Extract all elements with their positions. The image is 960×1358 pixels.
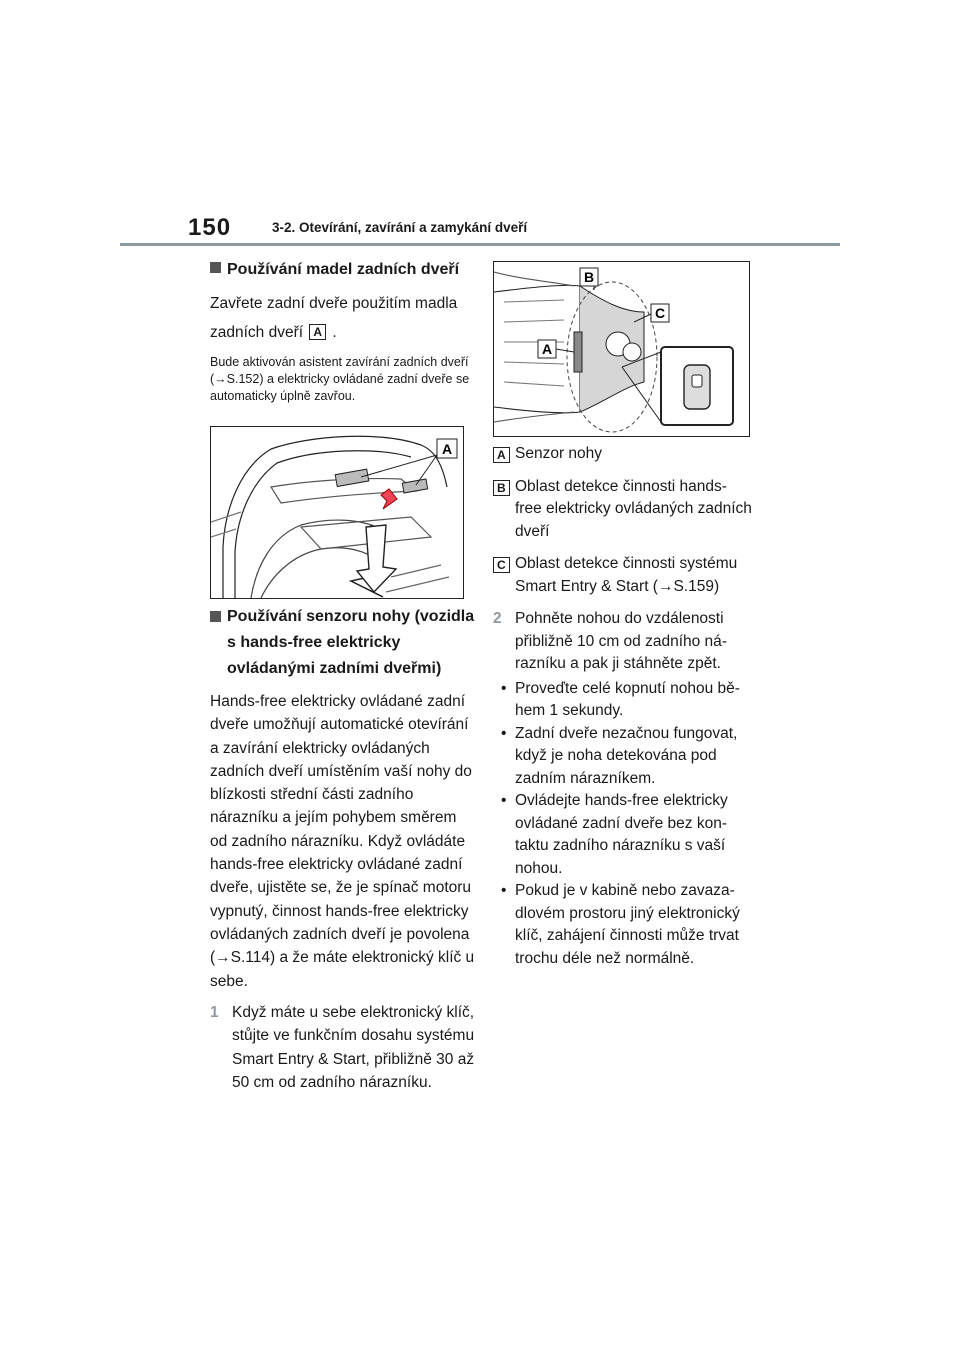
foot-sensor-figure <box>493 261 750 437</box>
handles-note: Bude aktivován asistent zavírání zadních dveří (→S.152) a elektricky ovládané zadní dveře se automaticky úplně zavřou. <box>210 355 470 403</box>
page-number: 150 <box>188 214 232 241</box>
left-column-top <box>210 257 472 405</box>
chapter-title: 3-2. Otevírání, zavírání a zamykání dveří <box>272 220 528 235</box>
list-item: • Pokud je v kabině nebo zavazadlovém prostoru jiný elektronický klíč, zahájení činnosti může trvat trochu déle než normálně. <box>501 882 740 967</box>
right-column-text <box>493 443 753 970</box>
legend-item-a: A Senzor nohy <box>493 443 753 466</box>
left-column-bottom <box>210 604 475 1095</box>
step-1: 1 Když máte u sebe elektronický klíč, stůjte ve funkčním dosahu systému Smart Entry & Start, přibližně 30 až 50 cm od zadního nárazníku. <box>210 1003 475 1092</box>
detection-area-illustration <box>494 262 749 436</box>
figure2-label-a: A <box>541 341 553 357</box>
list-item: • Ovládejte hands-free elektricky ovládané zadní dveře bez kontaktu zadního nárazníku s vaší nohou. <box>501 792 728 877</box>
label-badge-a: A <box>309 324 326 340</box>
tailgate-illustration <box>211 427 463 598</box>
handles-instruction: Zavřete zadní dveře použitím madla zadních dveří A . <box>210 295 458 341</box>
step-2: 2 Pohněte nohou do vzdálenosti přibližně 10 cm od zadního nárazníku a pak ji stáhněte zpět. <box>493 610 727 672</box>
handle-left-icon <box>335 469 369 486</box>
figure1-label-a: A <box>441 441 453 457</box>
figure2-label-c: C <box>654 305 666 321</box>
handle-right-icon <box>402 479 427 493</box>
tailgate-figure <box>210 426 464 599</box>
legend-item-b: B Oblast detekce činnosti hands-free elektricky ovládaných zadních dveří <box>493 476 753 544</box>
foot-sensor-icon <box>574 332 582 372</box>
header-rule <box>120 243 840 246</box>
square-bullet-icon <box>210 611 221 622</box>
section-heading-foot-sensor: Používání senzoru nohy (vozidla s hands-free elektricky ovládanými zadními dveřmi) <box>210 604 475 682</box>
legend-item-c: C Oblast detekce činnosti systému Smart Entry & Start (→S.159) <box>493 553 753 598</box>
figure2-label-b: B <box>583 269 595 285</box>
square-bullet-icon <box>210 262 221 273</box>
section-heading-handles: Používání madel zadních dveří <box>210 257 472 283</box>
closing-arrow-icon <box>357 525 396 592</box>
foot-sensor-description: Hands-free elektricky ovládané zadní dveře umožňují automatické otevírání a zavírání elektricky ovládaných zadních dveří umístěním vaší nohy do blízkosti střední části zadního nárazníku a jejím pohybem směrem od zadního nárazníku. Když ovládáte hands-free elektricky ovládané zadní dveře, ujistěte se, že je spínač motoru vypnutý, činnost hands-free elektricky ovládaných zadních dveří je povolena (→S.114) a že máte elektronický klíč u sebe. <box>210 693 475 990</box>
list-item: • Zadní dveře nezačnou fungovat, když je noha detekována pod zadním nárazníkem. <box>501 724 738 787</box>
list-item: • Proveďte celé kopnutí nohou během 1 sekundy. <box>501 679 740 719</box>
